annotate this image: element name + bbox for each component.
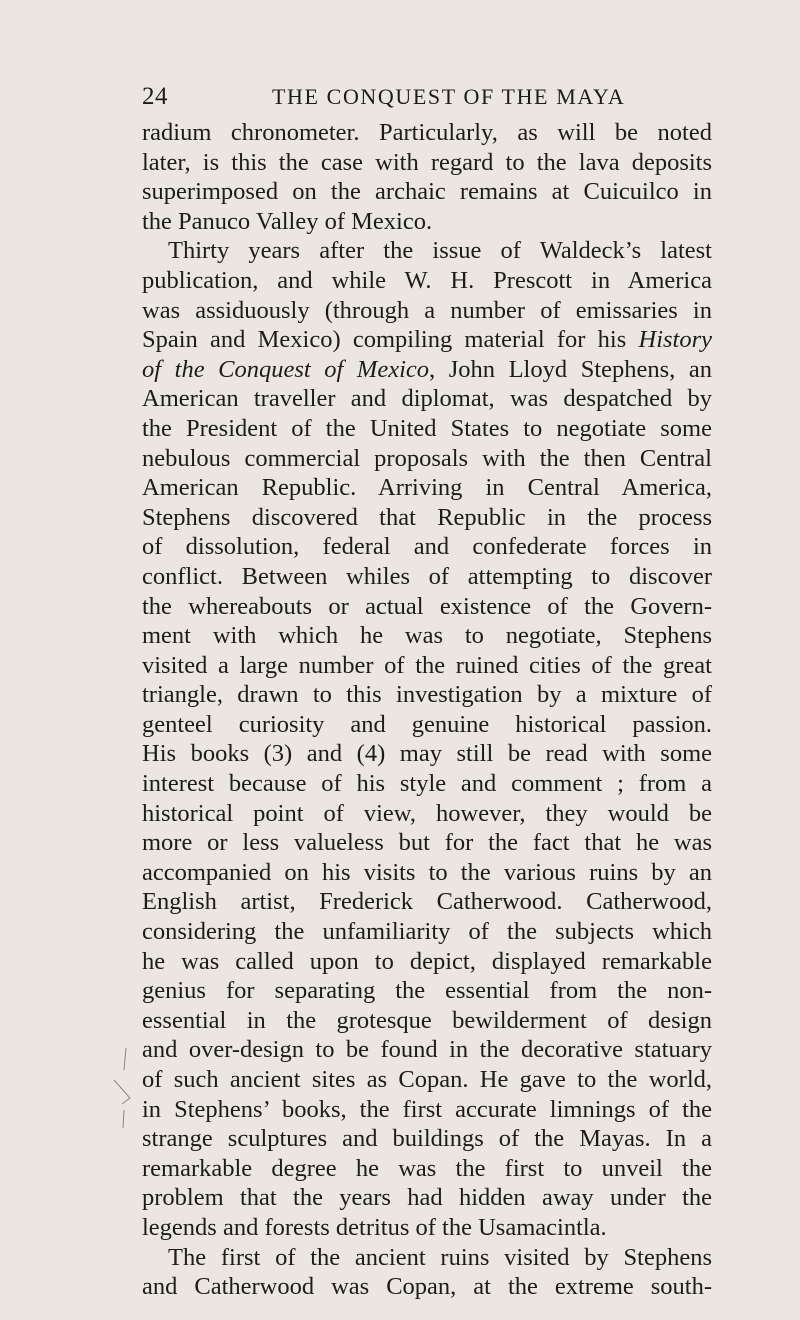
text-line: The first of the ancient ruins visited by Stephens [168, 1243, 712, 1271]
text-line: the Panuco Valley of Mexico. [142, 207, 433, 235]
text-line: accompanied on his visits to the various ruins by an [142, 858, 712, 886]
text-line: nebulous commercial proposals with the then Central [142, 444, 712, 472]
text-line: the President of the United States to negotiate some [142, 414, 712, 442]
text-line: His books (3) and (4) may still be read with some [142, 740, 712, 768]
text-line: and Catherwood was Copan, at the extreme south- [142, 1273, 712, 1301]
page-header [142, 82, 698, 112]
text-line: more or less valueless but for the fact that he was [142, 829, 712, 857]
text-line: Spain and Mexico) compiling material for his History [142, 326, 712, 354]
text-line: English artist, Frederick Catherwood. Catherwood, [142, 888, 712, 916]
running-head: THE CONQUEST OF THE MAYA [272, 84, 626, 109]
text-line: Thirty years after the issue of Waldeck’s latest [168, 237, 712, 265]
text-line: visited a large number of the ruined cities of the great [142, 651, 712, 679]
body-text [142, 118, 712, 1302]
text-line: of such ancient sites as Copan. He gave to the world, [142, 1066, 712, 1093]
text-line: legends and forests detritus of the Usamacintla. [142, 1213, 607, 1241]
text-line: considering the unfamiliarity of the subjects which [142, 918, 712, 946]
text-line: superimposed on the archaic remains at Cuicuilco in [142, 178, 712, 206]
text-line: remarkable degree he was the first to unveil the [142, 1154, 712, 1182]
text-line: publication, and while W. H. Prescott in America [142, 266, 712, 294]
page-number: 24 [142, 83, 168, 110]
text-line: American Republic. Arriving in Central America, [142, 474, 712, 502]
text-line: of dissolution, federal and confederate forces in [142, 533, 712, 561]
margin-pencil-mark [112, 1040, 142, 1190]
book-title-italic: of the Conquest of Mexico [142, 355, 430, 383]
text-line: problem that the years had hidden away under the [142, 1184, 712, 1212]
text-line: of the Conquest of Mexico, John Lloyd Stephens, an [142, 355, 712, 383]
text-line: later, is this the case with regard to the lava deposits [142, 148, 712, 176]
text-line: in Stephens’ books, the first accurate limnings of the [142, 1095, 712, 1123]
text-line: essential in the grotesque bewilderment of design [142, 1006, 712, 1034]
text-line: Stephens discovered that Republic in the process [142, 503, 712, 531]
text-line: historical point of view, however, they would be [142, 799, 712, 827]
text-line: triangle, drawn to this investigation by a mixture of [142, 681, 712, 709]
book-title-italic: History [638, 326, 712, 354]
text-line: radium chronometer. Particularly, as will be noted [142, 119, 712, 146]
text-line: American traveller and diplomat, was despatched by [142, 385, 712, 413]
text-line: ment with which he was to negotiate, Stephens [142, 622, 712, 650]
text-line: genius for separating the essential from the non- [142, 977, 712, 1005]
text-line: strange sculptures and buildings of the Mayas. In a [142, 1125, 712, 1153]
text-line: the whereabouts or actual existence of the Govern- [142, 592, 712, 620]
text-line: conflict. Between whiles of attempting to discover [142, 562, 712, 590]
text-line: genteel curiosity and genuine historical passion. [142, 710, 712, 738]
text-line: and over-design to be found in the decorative statuary [142, 1036, 712, 1064]
text-line: he was called upon to depict, displayed remarkable [142, 947, 712, 975]
text-line: was assiduously (through a number of emissaries in [142, 296, 712, 324]
text-line: interest because of his style and comment ; from a [142, 770, 712, 798]
